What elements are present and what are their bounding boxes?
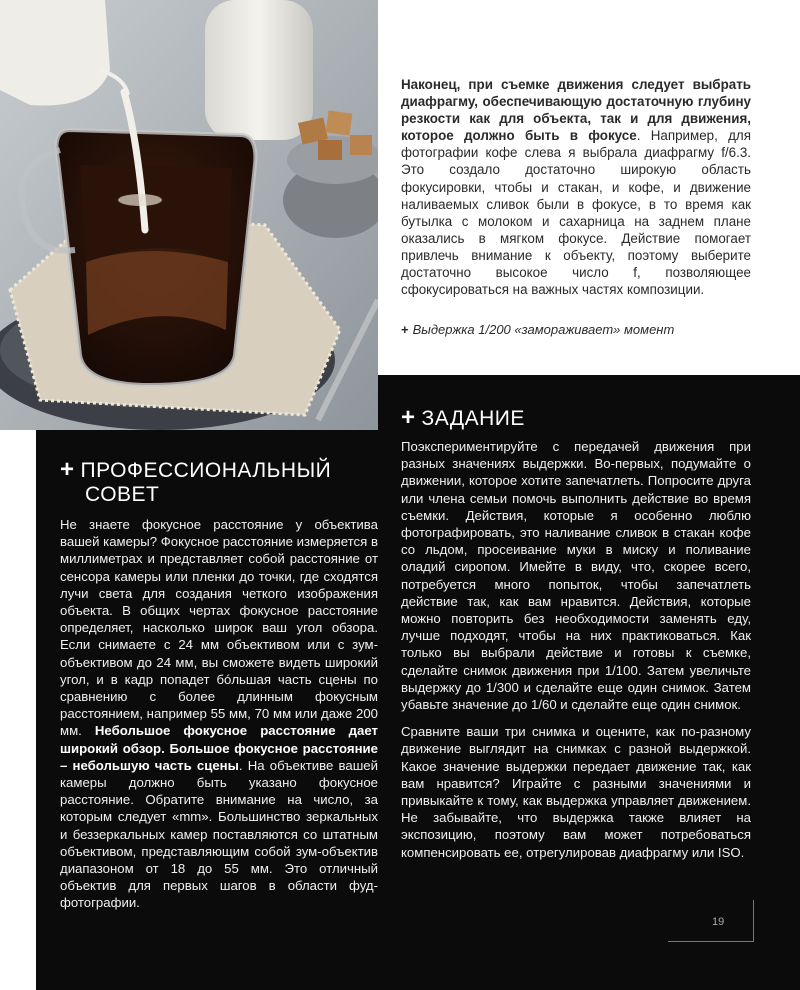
photo-caption xyxy=(401,322,751,337)
tip-text xyxy=(60,516,378,912)
tip-text-bold: Небольшое фокусное расстояние дает широкий обзор. Большое фокусное расстояние – небольшую часть сцены xyxy=(60,723,378,773)
tip-heading xyxy=(60,458,331,507)
task-paragraph-1: Поэкспериментируйте с передачей движения при разных значениях выдержки. Во-первых, подумайте о движении, которое хотите запечатлеть. Попросите друга или члена семьи помочь выполнить действие во время съемки. Действия, которые я особенно люблю фотографировать, это наливание сливок в стакан кофе со льдом, просеивание муки в миску и поливание оладий сиропом. Имейте в виду, что, скорее всего, потребуется много попыток, чтобы запечатлеть действие так, как вам нравится. Действия, которые можно повторить без необходимости заменять еду, лучше подходят, чтобы на них практиковаться. Как только вы выбрали действие и готовы к съемке, сделайте снимок движения при 1/100. Затем увеличьте выдержку до 1/300 и сделайте еще один снимок. Затем убавьте значение до 1/60 и сделайте еще один снимок. xyxy=(401,439,751,713)
task-heading xyxy=(401,406,525,431)
caption-text: Выдержка 1/200 «замораживает» момент xyxy=(412,322,675,337)
task-paragraph-2: Сравните ваши три снимка и оцените, как по-разному движение выглядит на снимках с разной выдержкой. Какое значение выдержки передает движение так, как вам нравится? Играйте с разными значениями и привыкайте к тому, как выдержка управляет движением. Не забывайте, что выдержка также влияет на экспозицию, поэтому вам может потребоваться компенсировать ее, отрегулировав диафрагму или ISO. xyxy=(401,724,751,860)
plus-icon: + xyxy=(60,456,75,483)
tip-title-line1: ПРОФЕССИОНАЛЬНЫЙ xyxy=(80,459,332,482)
page-number: 19 xyxy=(712,916,725,928)
plus-icon: + xyxy=(401,322,409,337)
task-text xyxy=(401,438,751,871)
intro-bold: Наконец, при съемке движения следует выбрать диафрагму, обеспечивающую достаточную глубину резкости как для объекта, так и для движения, которое должно быть в фокусе xyxy=(401,77,751,144)
tip-text-a: Не знаете фокусное расстояние у объектива вашей камеры? Фокусное расстояние измеряется в миллиметрах и представляет собой расстояние от сенсора камеры или пленки до точки, где сходятся лучи света для создания четкого изображения объекта. В общих чертах фокусное расстояние определяет, насколько широк ваш угол обзора. Если снимаете с 24 мм объективом или с зум-объективом до 24 мм, вы сможете видеть широкий угол, и в кадр попадет бóльшая часть сцены по сравнению с более длинным фокусным расстоянием, например 55 мм, 70 мм или даже 200 мм. xyxy=(60,517,378,739)
tip-text-b: . На объективе вашей камеры должно быть указано фокусное расстояние. Обратите внимание на число, за которым следует «mm». Большинство зеркальных и беззеркальных камер поставляются со штатным объективом, представляющим собой зум-объектив диапазоном от 18 до 55 мм. Это отличный объектив для первых шагов в области фуд-фотографии. xyxy=(60,757,379,911)
coffee-photo xyxy=(0,0,378,430)
task-title: ЗАДАНИЕ xyxy=(421,407,525,430)
intro-text: . Например, для фотографии кофе слева я выбрала диафрагму f/6.3. Это создало достаточно широкую область фокусировки, чтобы и стакан, и кофе, и движение наливаемых сливок были в фокусе, в то время как бутылка с молоком и сахарница на заднем плане оказались в мягком фокусе. Действие помогает привлечь внимание к объекту, поэтому выберите достаточно высокое число f, позволяющее сфокусироваться на важных частях композиции. xyxy=(401,128,751,298)
page-rule xyxy=(668,941,754,942)
page-rule-vertical xyxy=(753,900,754,942)
tip-title-line2: СОВЕТ xyxy=(85,483,160,506)
plus-icon: + xyxy=(401,404,416,431)
intro-paragraph xyxy=(401,76,751,298)
